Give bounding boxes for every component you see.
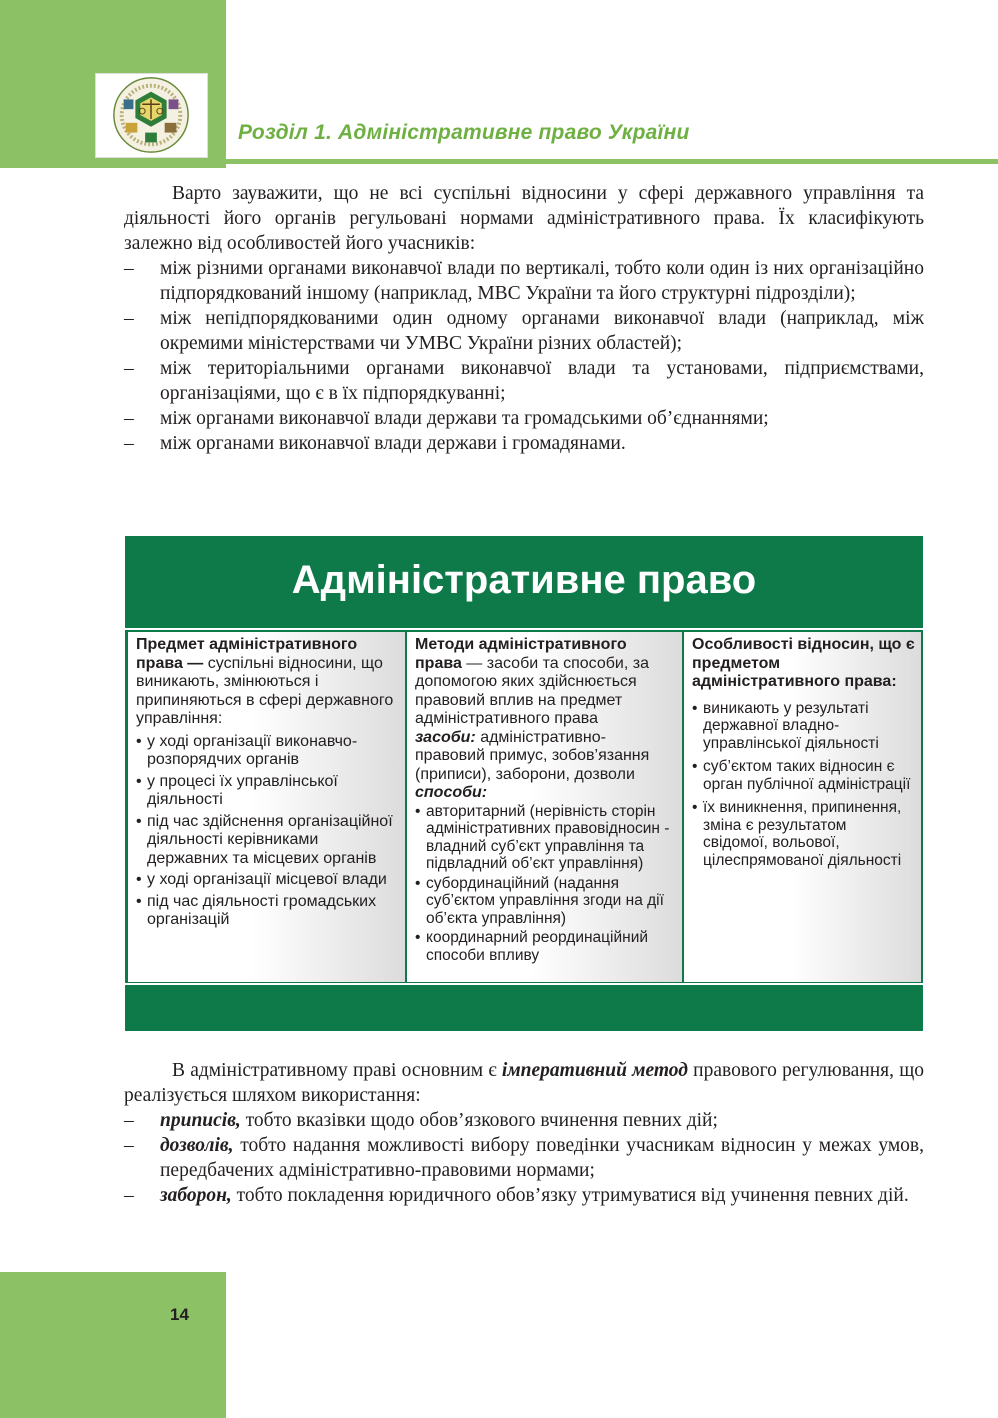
list-item: • субординаційний (надання суб’єктом управління згоди на дії об’єкта управління) (415, 875, 676, 928)
outro-section (124, 1058, 924, 1208)
page-number: 14 (170, 1305, 189, 1324)
features-list (692, 700, 915, 870)
side-bar-bottom (0, 1272, 226, 1418)
subject-text: суспільні відносини, що виникають, змінюються і припиняються в сфері державного управління: (136, 654, 394, 727)
list-item: – приписів, тобто вказівки щодо обов’язкового вчинення певних дій; (124, 1110, 718, 1131)
diagram-bottom-divider (125, 983, 923, 985)
relations-list (124, 256, 924, 456)
methods-heading: Методи адміністративного права (415, 636, 627, 672)
intro-section (124, 181, 924, 456)
methods-column (407, 632, 682, 982)
list-item: • авторитарний (нерівність сторін адміністративних правовідносин - владний суб’єкт управління та підвладний об’єкт управління) (415, 803, 676, 873)
means-text: адміністративно-правовий примус, зобов’язання (приписи), заборони, дозволи (415, 728, 650, 783)
subject-column (128, 632, 405, 982)
list-item: – між територіальними органами виконавчої влади та установами, підприємствами, організаціями, що є в їх підпорядкуванні; (124, 358, 924, 404)
list-item: – між непідпорядкованими один одному органами виконавчої влади (наприклад, між окремими міністерствами чи УМВС України різних областей); (124, 308, 924, 354)
academy-emblem-icon (95, 73, 208, 158)
features-heading: Особливості відносин, що є предметом адміністративного права: (692, 636, 915, 690)
means-label: засоби: (415, 728, 476, 746)
methods-text: — засоби та способи, за допомогою яких здійснюється правовий вплив на предмет адміністративного права (415, 654, 649, 727)
administrative-law-diagram (125, 536, 923, 1031)
list-item: • у процесі їх управлінської діяльності (136, 773, 399, 810)
chapter-title: Розділ 1. Адміністративне право України (238, 121, 690, 144)
list-item: • координарний реординаційний способи впливу (415, 929, 676, 964)
list-item: – між органами виконавчої влади держави та громадськими об’єднаннями; (124, 408, 769, 429)
header-rule (226, 159, 998, 164)
list-item: – між різними органами виконавчої влади по вертикалі, тобто коли один із них організаційно підпорядкований іншому (наприклад, МВС України та його структурні підрозділи); (124, 258, 924, 304)
imperative-term: імперативний метод (501, 1060, 688, 1081)
list-item: • під час діяльності громадських організацій (136, 893, 399, 930)
subject-heading: Предмет адміністративного права — (136, 636, 358, 672)
subject-list (136, 733, 399, 930)
list-item: • у ході організації місцевої влади (136, 871, 399, 890)
ways-list (415, 803, 676, 965)
features-column (684, 632, 921, 982)
list-item: – дозволів, тобто надання можливості вибору поведінки учасникам відносин у межах умов, передбачених адміністративно-правовими нормами; (124, 1135, 924, 1181)
diagram-divider (125, 628, 923, 630)
list-item: – між органами виконавчої влади держави і громадянами. (124, 433, 626, 454)
intro-paragraph: Варто зауважити, що не всі суспільні відносини у сфері державного управління та діяльності його органів регульовані нормами адміністративного права. Їх класифікують залежно від особливостей його учасників: (124, 183, 924, 254)
diagram-title: Адміністративне право (291, 558, 757, 602)
list-item: • суб’єктом таких відносин є орган публічної адміністрації (692, 758, 915, 793)
list-item: • під час здійснення організаційної діяльності керівниками державних та місцевих органів (136, 813, 399, 869)
ways-label: способи: (415, 784, 488, 801)
list-item: • у ході організації виконавчо-розпорядчих органів (136, 733, 399, 770)
methods-list (124, 1108, 924, 1208)
list-item: • виникають у результаті державної владно-управлінської діяльності (692, 700, 915, 753)
list-item: – заборон, тобто покладення юридичного обов’язку утримуватися від учинення певних дій. (124, 1185, 909, 1206)
outro-paragraph: В адміністративному праві основним є імперативний метод правового регулювання, що реалізується шляхом використання: (124, 1060, 924, 1106)
list-item: • їх виникнення, припинення, зміна є результатом свідомої, вольової, цілеспрямованої діяльності (692, 799, 915, 869)
